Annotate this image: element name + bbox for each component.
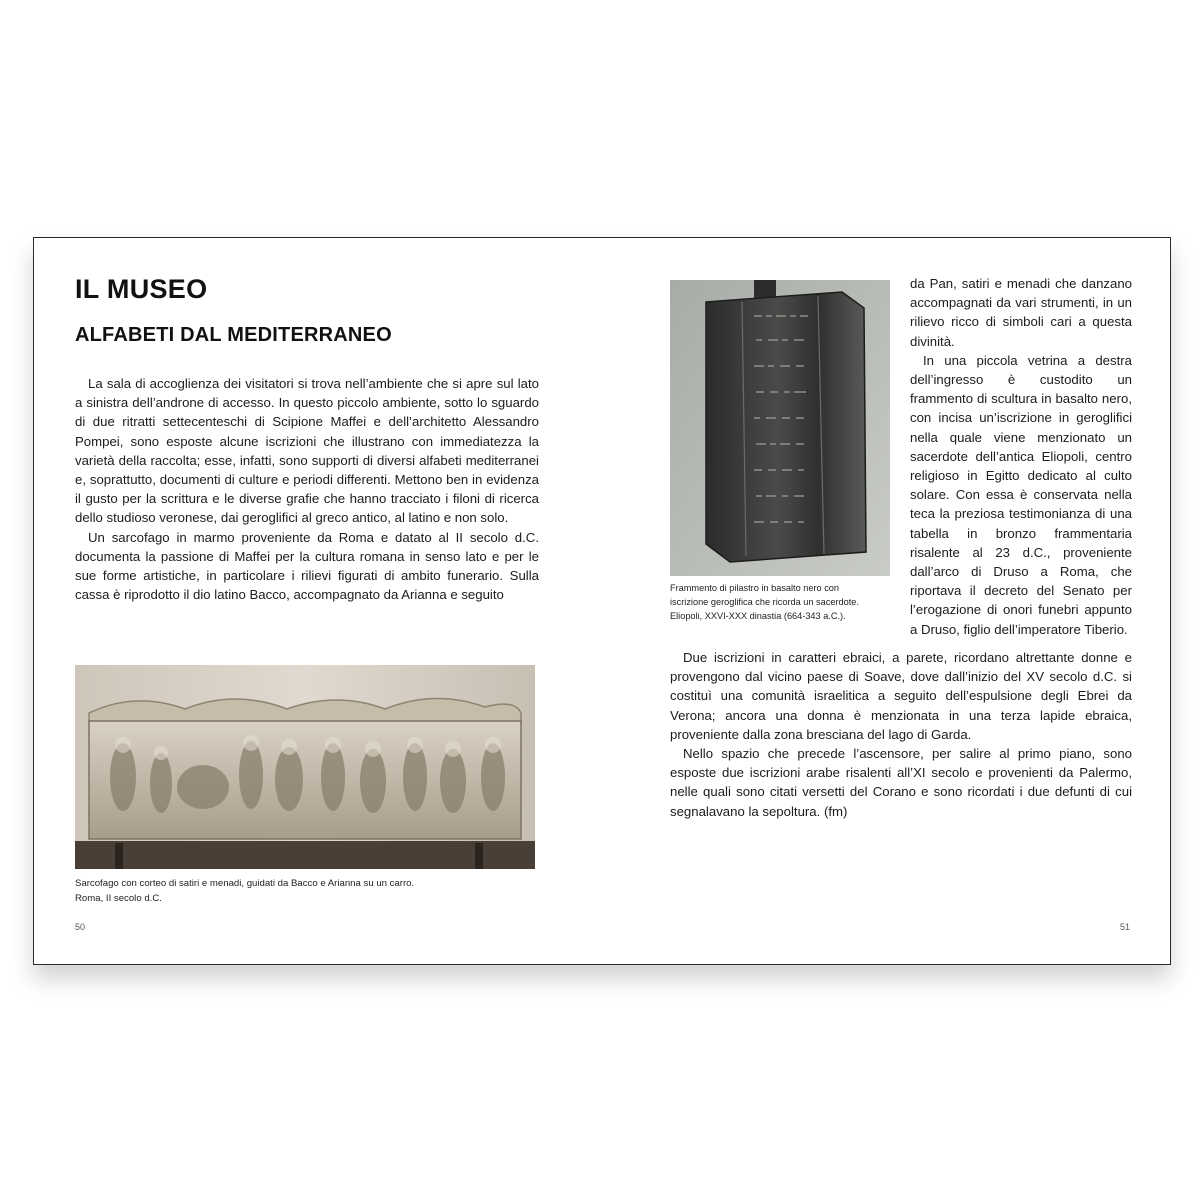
left-text-column: [75, 374, 539, 604]
book-spread: [33, 237, 1171, 965]
page-number: 51: [1119, 922, 1130, 932]
caption-line: iscrizione geroglifica che ricorda un sacerdote.: [670, 597, 859, 607]
paragraph: da Pan, satiri e menadi che danzano accompagnati da vari strumenti, in un rilievo ricco di simboli cari a questa divinità.: [910, 276, 1132, 349]
paragraph: Nello spazio che precede l’ascensore, per salire al primo piano, sono esposte due iscrizioni arabe risalenti all’XI secolo e provenienti da Palermo, nelle quali sono citati versetti del Corano e sono ricordati i due defunti di cui segnalavano la sepoltura. (fm): [670, 746, 1132, 819]
pillar-fragment-photo: [670, 280, 890, 576]
page-number: 50: [75, 922, 86, 932]
right-text-column-top: [910, 274, 1132, 639]
sarcophagus-photo: [75, 665, 535, 869]
caption-line: Roma, II secolo d.C.: [75, 893, 162, 904]
sarcophagus-caption: [75, 876, 545, 906]
paragraph: La sala di accoglienza dei visitatori si trova nell’ambiente che si apre sul lato a sinistra dell’androne di accesso. In questo piccolo ambiente, sotto lo sguardo di due ritratti settecenteschi di Scipione Maffei e dell’architetto Alessandro Pompei, sono esposte alcune iscrizioni che illustrano con immediatezza la varietà della raccolta; esse, infatti, sono supporti di diversi alfabeti mediterranei e, soprattutto, documenti di culture e periodi differenti. Mettono ben in evidenza il gusto per la scrittura e le diverse grafie che hanno tracciato i filoni di ricerca dello studioso veronese, dai geroglifici al greco antico, al latino e non solo.: [75, 376, 539, 526]
caption-line: Eliopoli, XXVI-XXX dinastia (664-343 a.C.).: [670, 611, 846, 621]
paragraph: In una piccola vetrina a destra dell’ingresso è custodito un frammento di scultura in basalto nero, con incisa un’iscrizione in geroglifici nella quale viene menzionato un sacerdote dell’antica Eliopoli, centro religioso in Egitto dedicato al culto solare. Con essa è conservata nella teca la preziosa testimonianza di una tabella in bronzo frammentaria risalente al 23 d.C., proveniente dall’arco di Druso a Roma, che riportava il decreto del Senato per l’erogazione di onori funebri appunto a Druso, figlio dell’imperatore Tiberio.: [910, 352, 1132, 637]
page-title: IL MUSEO: [75, 274, 208, 304]
section-title: ALFABETI DAL MEDITERRANEO: [75, 324, 392, 346]
paragraph: Due iscrizioni in caratteri ebraici, a parete, ricordano altrettante donne e provengono dal vicino paese di Soave, dove dall’inizio del XV secolo d.C. si costituì una comunità israelitica a seguito dell’espulsione degli Ebrei da Verona; ancora una donna è menzionata in una terza lapide ebraica, proveniente dalla zona bresciana del lago di Garda.: [670, 650, 1132, 742]
paragraph: Un sarcofago in marmo proveniente da Roma e datato al II secolo d.C. documenta la passione di Maffei per la cultura romana in senso lato e per le sue forme artistiche, in particolare i rilievi figurati di ambito funerario. Sulla cassa è riprodotto il dio latino Bacco, accompagnato da Arianna e seguito: [75, 529, 539, 603]
caption-line: Frammento di pilastro in basalto nero con: [670, 583, 840, 593]
caption-line: Sarcofago con corteo di satiri e menadi, guidati da Bacco e Arianna su un carro.: [75, 878, 415, 889]
pillar-caption: [670, 581, 900, 623]
right-text-column-bottom: [670, 648, 1132, 821]
